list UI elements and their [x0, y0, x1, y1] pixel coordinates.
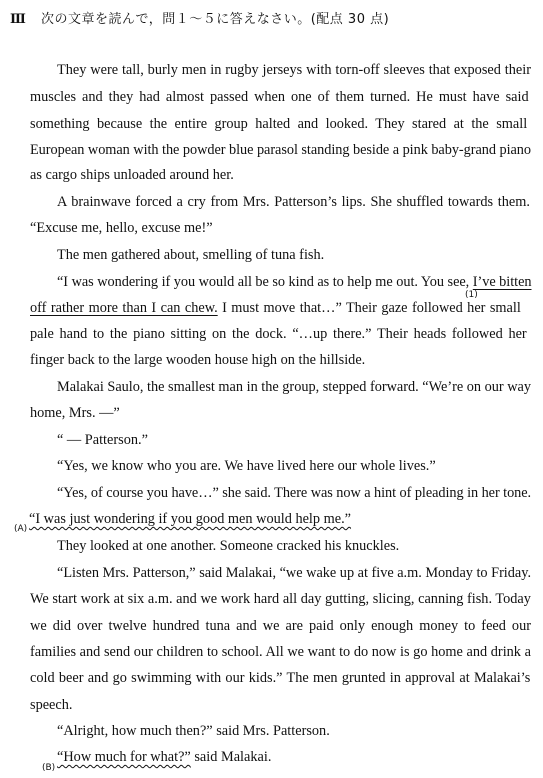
passage-line: “Listen Mrs. Patterson,” said Malakai, “we wake up at five a.m. Monday to Friday.: [57, 565, 532, 581]
passage-line: “Alright, how much then?” said Mrs. Patterson.: [57, 723, 330, 739]
passage-line: we did over twelve hundred tuna and we are paid only enough money to feed our: [30, 618, 531, 634]
passage-line: “Yes, of course you have…” she said. There was now a hint of pleading in her tone.: [57, 485, 532, 501]
passage-line: cold beer and go swimming with our kids.” The men grunted in approval at Malakai’s: [30, 670, 531, 686]
passage-line: “ — Patterson.”: [57, 432, 148, 448]
passage-line: something because the entire group halted and looked. They stared at the small: [30, 116, 528, 132]
underline-marker-A: (A): [14, 524, 28, 534]
passage-line: [57, 748, 271, 766]
passage-text: I must move that…” Their gaze followed her small: [217, 300, 521, 316]
section-instruction: 次の文章を読んで，問１〜５に答えなさい。(配点 30 点): [40, 12, 390, 27]
passage-line: home, Mrs. —”: [30, 405, 120, 421]
passage-line: “Yes, we know who you are. We have lived here our whole lives.”: [57, 458, 436, 474]
passage-line: [30, 299, 521, 317]
underline-marker-B: (B): [42, 763, 56, 773]
wavy-underlined-phrase-A: “I was just wondering if you good men would help me.”: [29, 511, 352, 527]
passage-line: speech.: [30, 697, 73, 713]
passage-line: finger back to the large wooden house high on the hillside.: [30, 352, 366, 368]
passage-line: “Excuse me, hello, excuse me!”: [30, 220, 213, 236]
passage-line: families and send our children to school. All we want to do now is go home and drink a: [30, 644, 531, 660]
underlined-phrase-1-cont: off rather more than I can chew.: [30, 300, 218, 316]
passage-line: They looked at one another. Someone cracked his knuckles.: [57, 538, 400, 554]
passage-line: A brainwave forced a cry from Mrs. Patterson’s lips. She shuffled towards them.: [57, 194, 530, 210]
section-numeral: Ⅲ: [10, 12, 27, 27]
passage-line: European woman with the powder blue parasol standing beside a pink baby-grand piano: [30, 142, 531, 158]
underline-marker-1: (1): [465, 290, 478, 300]
passage-line: pale hand to the piano sitting on the dock. “…up there.” Their heads followed her: [30, 326, 527, 342]
passage-line: The men gathered about, smelling of tuna fish.: [57, 247, 325, 263]
passage-line: muscles and they had almost passed when one of them turned. He must have said: [30, 89, 529, 105]
wavy-underlined-phrase-B: “How much for what?”: [57, 749, 191, 765]
passage-text: “I was wondering if you would all be so kind as to help me out. You see,: [57, 274, 473, 290]
passage-line: as cargo ships unloaded around her.: [30, 167, 234, 183]
section-header: [10, 8, 389, 27]
passage-line: Malakai Saulo, the smallest man in the group, stepped forward. “We’re on our way: [57, 379, 532, 395]
passage-text: said Malakai.: [190, 749, 272, 765]
passage-line: They were tall, burly men in rugby jerseys with torn-off sleeves that exposed their: [57, 62, 531, 78]
underlined-phrase-1: I’ve bitten: [472, 274, 532, 290]
passage-line: [57, 273, 532, 291]
passage-line: We start work at six a.m. and we work hard all day gutting, slicing, canning fish. Today: [30, 591, 531, 607]
passage-line: [29, 510, 351, 528]
